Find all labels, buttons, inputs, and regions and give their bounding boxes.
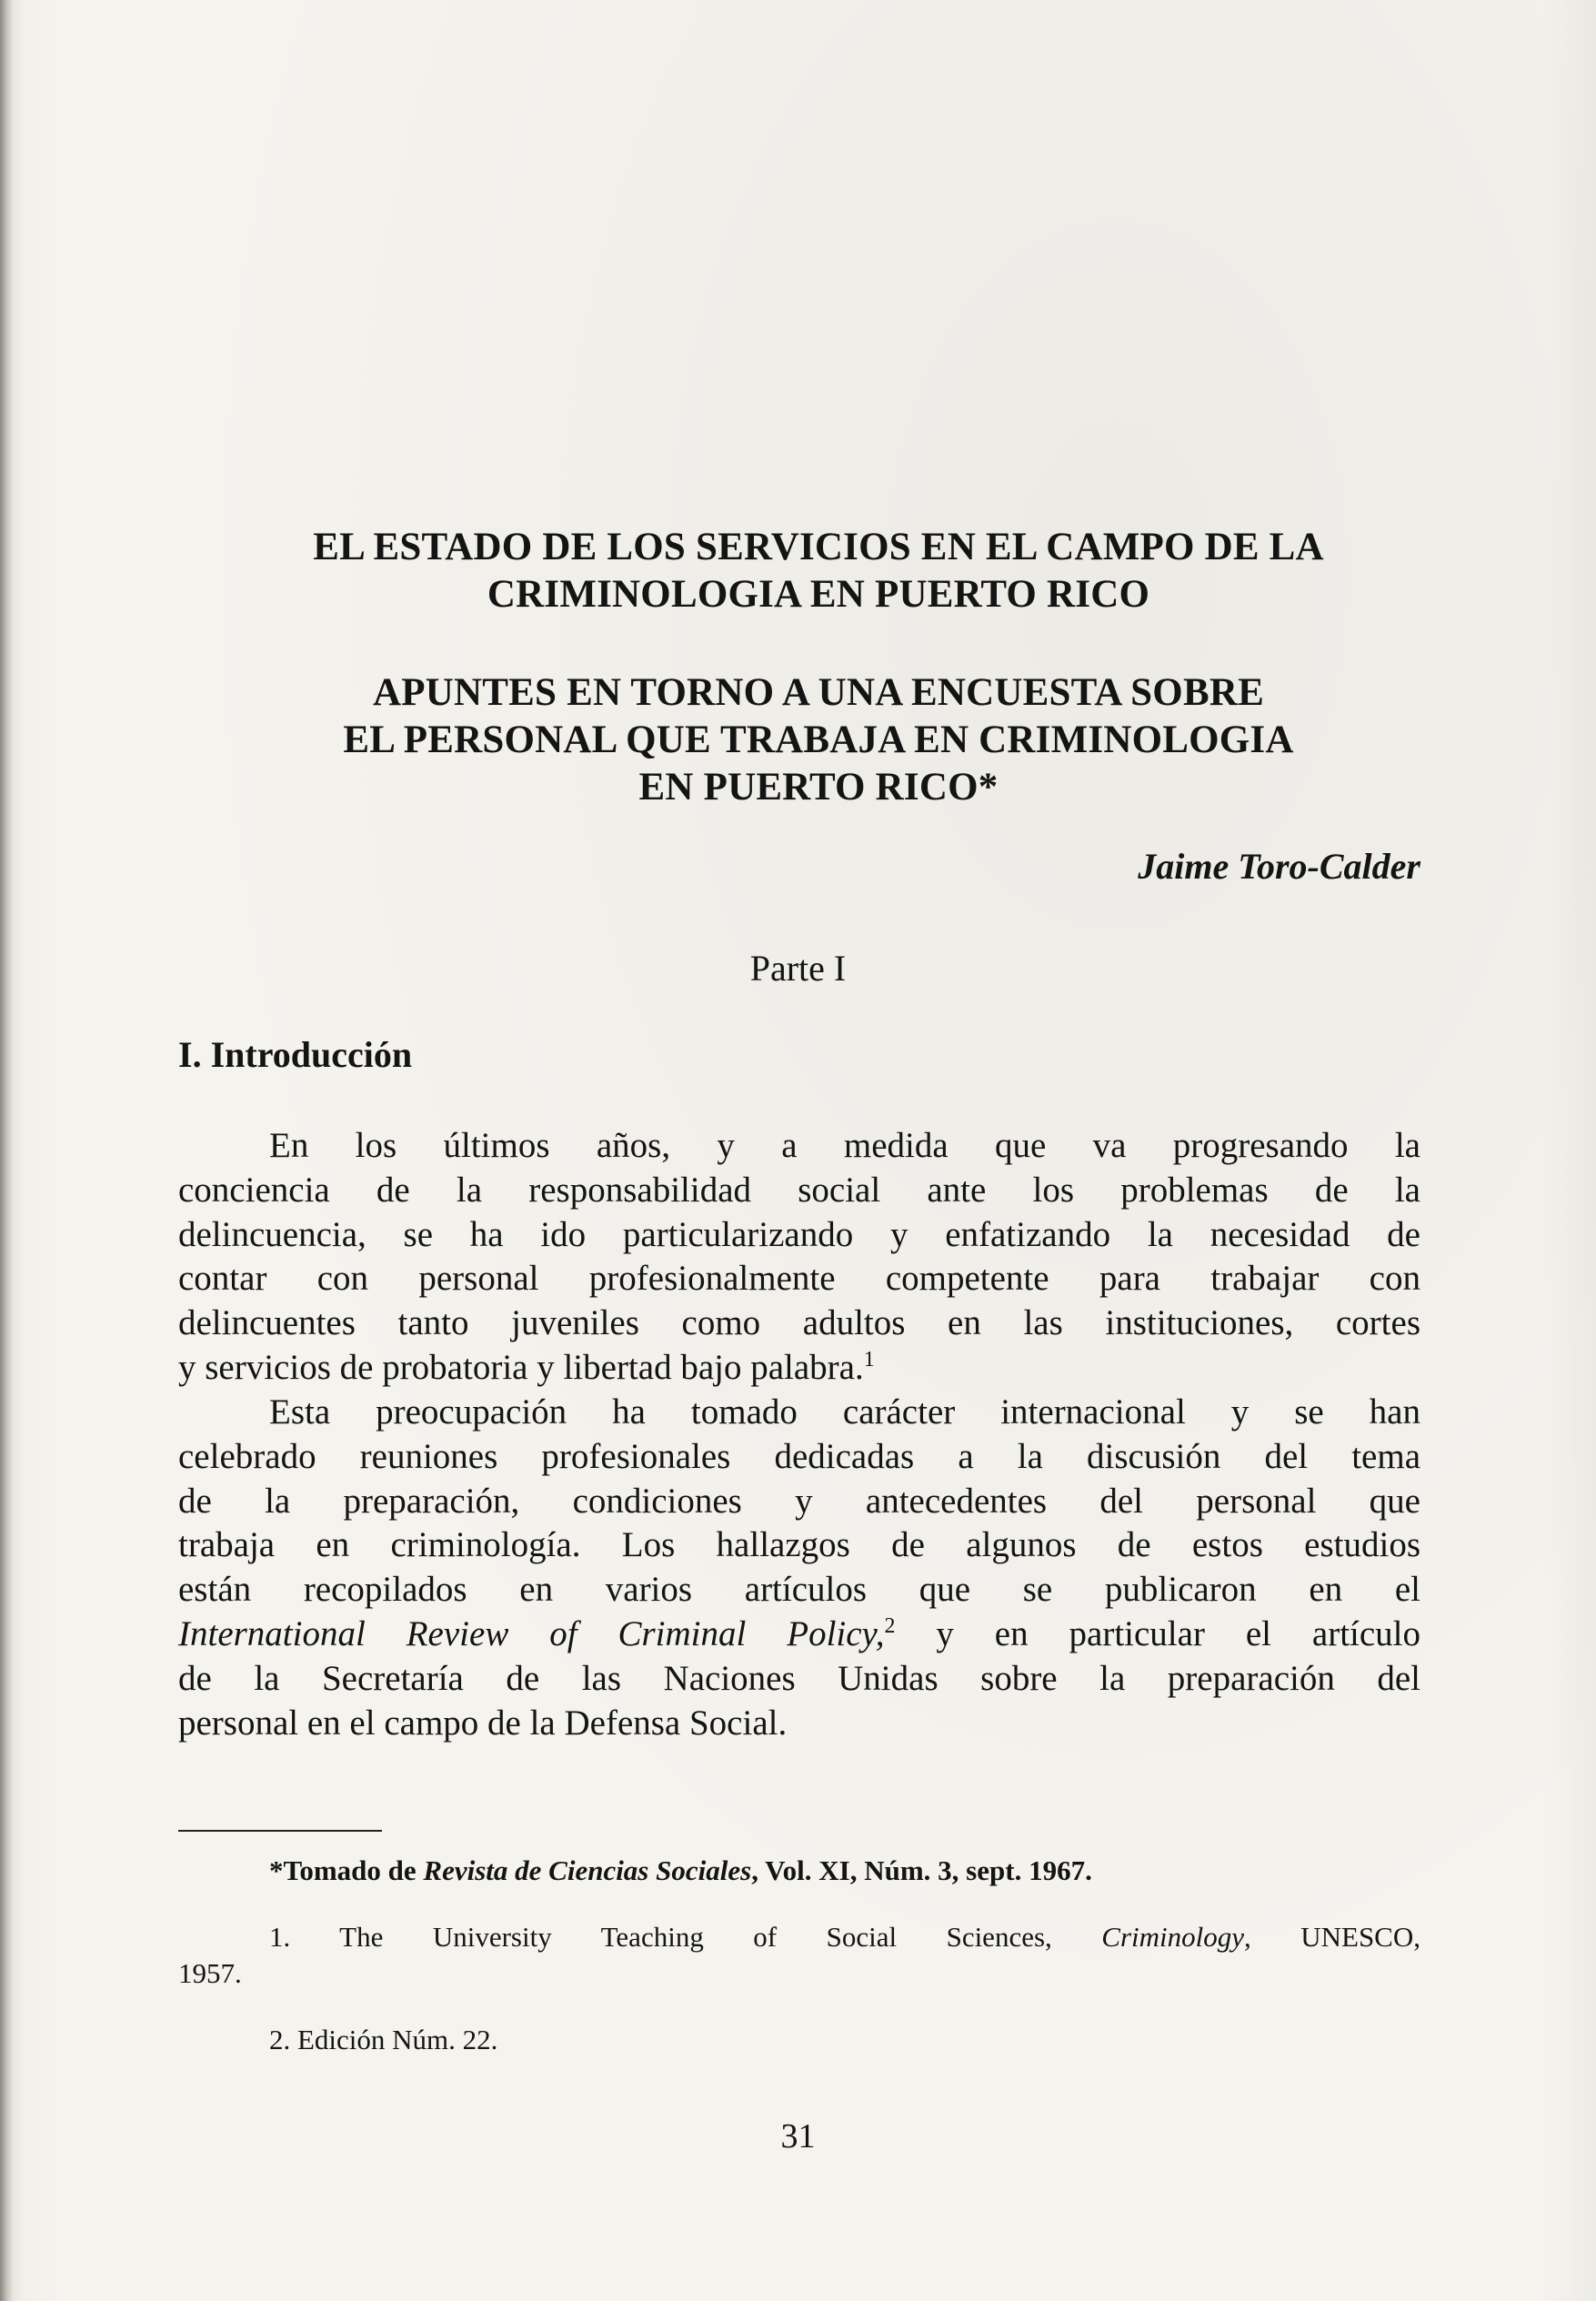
- article-subtitle-line-2: EL PERSONAL QUE TRABAJA EN CRIMINOLOGIA: [343, 718, 1294, 761]
- paragraph-1-line: conciencia de la responsabilidad social ante los problemas de la: [178, 1170, 1420, 1210]
- paragraph-2-line: trabaja en criminología. Los hallazgos de algunos de estos estudios: [178, 1525, 1420, 1565]
- paragraph-2-line: están recopilados en varios artículos que se publicaron en el: [178, 1570, 1420, 1610]
- footnote-ref-1: 1: [863, 1347, 875, 1372]
- paragraph-2-line-rest: y en particular el artículo: [936, 1613, 1421, 1653]
- footnote-star-suffix: , Vol. XI, Núm. 3, sept. 1967.: [751, 1854, 1092, 1886]
- paragraph-1: [178, 1124, 1420, 1391]
- footnote-1-year: 1957.: [178, 1957, 242, 1989]
- article-subtitle-line-3: EN PUERTO RICO*: [638, 766, 999, 809]
- section-heading: I. Introducción: [178, 1034, 413, 1075]
- page-binding-edge: [0, 0, 13, 2301]
- article-title: [236, 524, 1400, 618]
- paragraph-2-line: celebrado reuniones profesionales dedicadas a la discusión del tema: [178, 1436, 1420, 1476]
- article-title-line-1: EL ESTADO DE LOS SERVICIOS EN EL CAMPO DE LA: [313, 526, 1324, 568]
- footnote-2: 2. Edición Núm. 22.: [269, 2024, 498, 2055]
- paragraph-2-line-citation: [178, 1613, 1420, 1657]
- paragraph-2: [178, 1391, 1420, 1745]
- footnote-ref-2: 2: [884, 1613, 896, 1638]
- paragraph-2-last-line: personal en el campo de la Defensa Social.: [178, 1703, 788, 1743]
- part-label: Parte I: [749, 948, 847, 989]
- footnote-1-line-1: [178, 1919, 1420, 1955]
- paragraph-2-line: Esta preocupación ha tomado carácter internacional y se han: [269, 1392, 1420, 1432]
- paragraph-1-line: En los últimos años, y a medida que va progresando la: [269, 1126, 1420, 1165]
- paragraph-2-line: de la Secretaría de las Naciones Unidas sobre la preparación del: [178, 1658, 1420, 1698]
- article-title-line-2: CRIMINOLOGIA EN PUERTO RICO: [487, 573, 1150, 616]
- article-subtitle-line-1: APUNTES EN TORNO A UNA ENCUESTA SOBRE: [373, 671, 1264, 714]
- footnote-1-suffix: , UNESCO,: [1244, 1921, 1420, 1953]
- author-name: Jaime Toro-Calder: [1138, 846, 1420, 887]
- footnote-star-journal: Revista de Ciencias Sociales: [423, 1854, 752, 1886]
- paragraph-1-line-text: y servicios de probatoria y libertad bajo palabra.: [178, 1347, 864, 1387]
- footnote-star: [178, 1853, 1420, 1889]
- footnote-1-prefix: 1. The University Teaching of Social Sciences,: [269, 1921, 1052, 1953]
- page-number: 31: [780, 2117, 816, 2155]
- journal-title-italic: International Review of Criminal Policy,: [178, 1613, 885, 1653]
- article-subtitle: [236, 669, 1400, 811]
- paragraph-1-line: contar con personal profesionalmente competente para trabajar con: [178, 1259, 1420, 1299]
- paragraph-1-last-line: [178, 1346, 1420, 1391]
- paragraph-1-line: delincuentes tanto juveniles como adultos en las instituciones, cortes: [178, 1303, 1420, 1343]
- paragraph-1-line: delincuencia, se ha ido particularizando y enfatizando la necesidad de: [178, 1214, 1420, 1254]
- footnote-1: [178, 1919, 1420, 1992]
- footnote-1-italic: Criminology: [1101, 1921, 1244, 1953]
- footnote-star-prefix: *Tomado de: [269, 1854, 417, 1886]
- paragraph-2-line: de la preparación, condiciones y antecedentes del personal que: [178, 1481, 1420, 1521]
- footnote-separator: [178, 1830, 382, 1832]
